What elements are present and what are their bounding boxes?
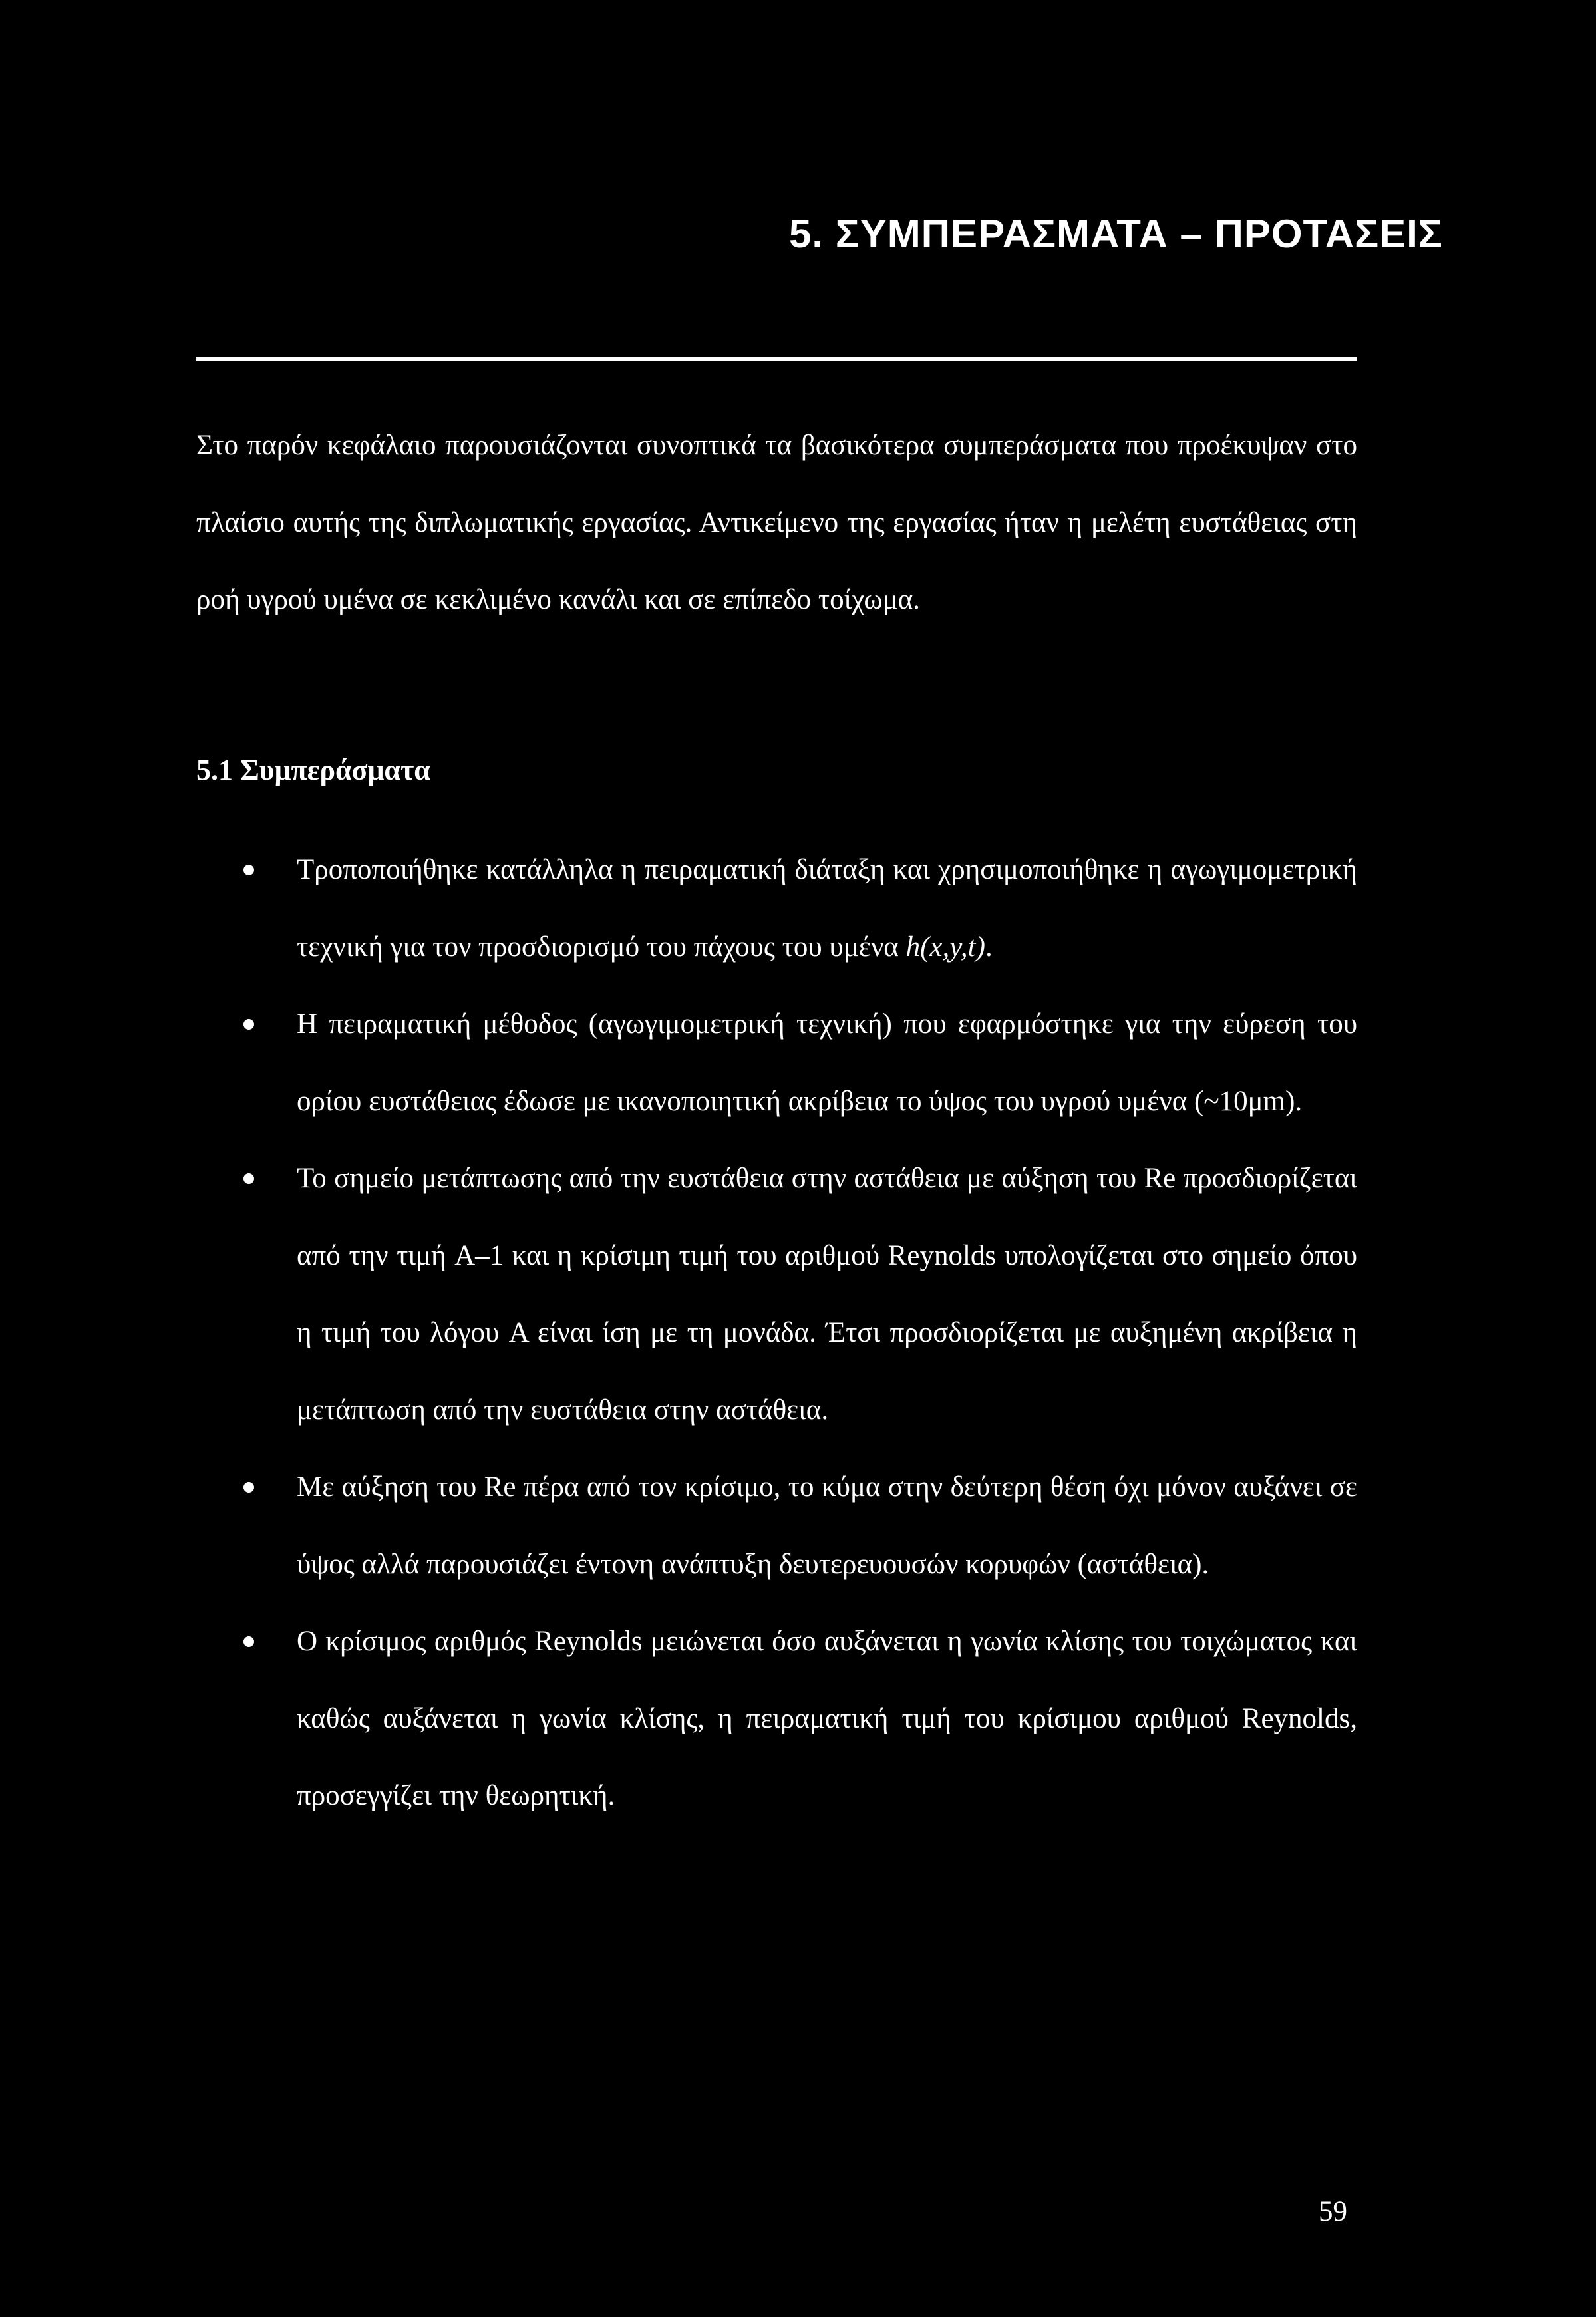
- title-divider: [196, 357, 1357, 361]
- intro-paragraph: Στο παρόν κεφάλαιο παρουσιάζονται συνοπτικά τα βασικότερα συμπεράσματα που προέκυψαν στο πλαίσιο αυτής της διπλωματικής εργασίας. Αντικείμενο της εργασίας ήταν η μελέτη ευστάθειας στη ροή υγρού υμένα σε κεκλιμένο κανάλι και σε επίπεδο τοίχωμα.: [196, 430, 1357, 615]
- bullet-icon: [243, 1173, 254, 1184]
- conclusion-item-1: [297, 832, 1357, 986]
- conclusion-item-3: [297, 1140, 1357, 1449]
- conclusion-item-2: [297, 986, 1357, 1140]
- film-thickness-formula: h(x,y,t): [905, 931, 985, 963]
- conclusion-text-1: Τροποποιήθηκε κατάλληλα η πειραματική διάταξη και χρησιμοποιήθηκε η αγωγιμομετρική τεχνική για τον προσδιορισμό του πάχους του υμένα h(x,y,t).: [297, 854, 1357, 963]
- page-number: 59: [1319, 2196, 1347, 2227]
- bullet-icon: [243, 1482, 254, 1493]
- conclusion-text-3: Το σημείο μετάπτωσης από την ευστάθεια στην αστάθεια με αύξηση του Re προσδιορίζεται από την τιμή A–1 και η κρίσιμη τιμή του αριθμού Reynolds υπολογίζεται στο σημείο όπου η τιμή του λόγου A είναι ίση με τη μονάδα. Έτσι προσδιορίζεται με αυξημένη ακρίβεια η μετάπτωση από την ευστάθεια στην αστάθεια.: [297, 1163, 1357, 1426]
- bullet-icon: [243, 1019, 254, 1030]
- conclusion-item-5: [297, 1603, 1357, 1835]
- bullet-icon: [243, 865, 254, 875]
- chapter-title: 5. ΣΥΜΠΕΡΑΣΜΑΤΑ – ΠΡΟΤΑΣΕΙΣ: [789, 212, 1443, 256]
- conclusion-text-5: Ο κρίσιμος αριθμός Reynolds μειώνεται όσο αυξάνεται η γωνία κλίσης του τοιχώματος και καθώς αυξάνεται η γωνία κλίσης, η πειραματική τιμή του κρίσιμου αριθμού Reynolds, προσεγγίζει την θεωρητική.: [297, 1626, 1357, 1811]
- conclusion-text-4: Με αύξηση του Re πέρα από τον κρίσιμο, το κύμα στην δεύτερη θέση όχι μόνον αυξάνει σε ύψος αλλά παρουσιάζει έντονη ανάπτυξη δευτερευουσών κορυφών (αστάθεια).: [297, 1471, 1357, 1580]
- section-heading: 5.1 Συμπεράσματα: [196, 754, 430, 786]
- conclusions-list: [0, 832, 1596, 1835]
- conclusion-text-2: Η πειραματική μέθοδος (αγωγιμομετρική τεχνική) που εφαρμόστηκε για την εύρεση του ορίου ευστάθειας έδωσε με ικανοποιητική ακρίβεια το ύψος του υγρού υμένα (~10μm).: [297, 1008, 1357, 1117]
- conclusion-item-4: [297, 1449, 1357, 1603]
- bullet-icon: [243, 1636, 254, 1647]
